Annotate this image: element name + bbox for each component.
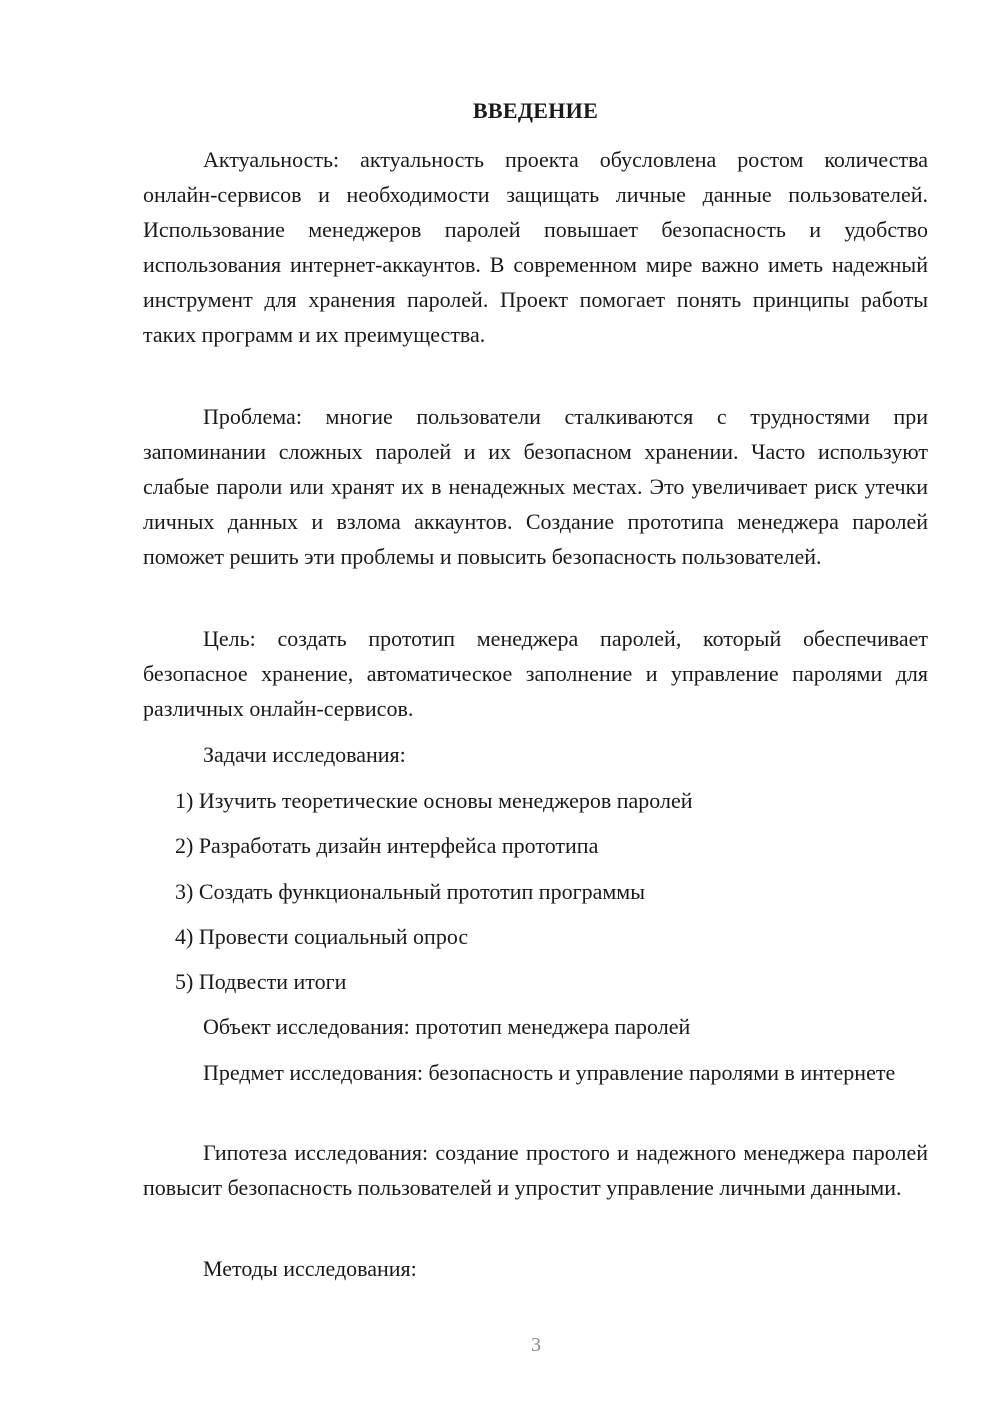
goal-paragraph: Цель: создать прототип менеджера паролей, который обеспечивает безопасное хранение, автоматическое заполнение и управление паролями для различных онлайн-сервисов. — [143, 626, 928, 721]
section-heading: ВВЕДЕНИЕ — [472, 98, 599, 123]
task-item-3: 3) Создать функциональный прототип программы — [175, 879, 645, 904]
subject-paragraph: Предмет исследования: безопасность и управление паролями в интернете — [203, 1060, 896, 1085]
methods-title: Методы исследования: — [203, 1256, 417, 1281]
relevance-paragraph: Актуальность: актуальность проекта обусловлена ростом количества онлайн-сервисов и необходимости защищать личные данные пользователей. Использование менеджеров паролей повышает безопасность и удобство использования интернет-аккаунтов. В современном мире важно иметь надежный инструмент для хранения паролей. Проект помогает понять принципы работы таких программ и их преимущества. — [143, 147, 928, 347]
task-item-4: 4) Провести социальный опрос — [175, 924, 469, 949]
task-item-1: 1) Изучить теоретические основы менеджеров паролей — [175, 788, 693, 813]
hypothesis-paragraph: Гипотеза исследования: создание простого и надежного менеджера паролей повысит безопасность пользователей и упростит управление личными данными. — [143, 1140, 928, 1200]
page-number: 3 — [531, 1334, 541, 1356]
object-paragraph: Объект исследования: прототип менеджера паролей — [203, 1014, 691, 1039]
problem-paragraph: Проблема: многие пользователи сталкиваются с трудностями при запоминании сложных паролей и их безопасном хранении. Часто используют слабые пароли или хранят их в ненадежных местах. Это увеличивает риск утечки личных данных и взлома аккаунтов. Создание прототипа менеджера паролей поможет решить эти проблемы и повысить безопасность пользователей. — [143, 404, 928, 569]
tasks-title: Задачи исследования: — [203, 742, 406, 767]
task-item-5: 5) Подвести итоги — [175, 969, 347, 994]
task-item-2: 2) Разработать дизайн интерфейса прототипа — [175, 833, 599, 858]
